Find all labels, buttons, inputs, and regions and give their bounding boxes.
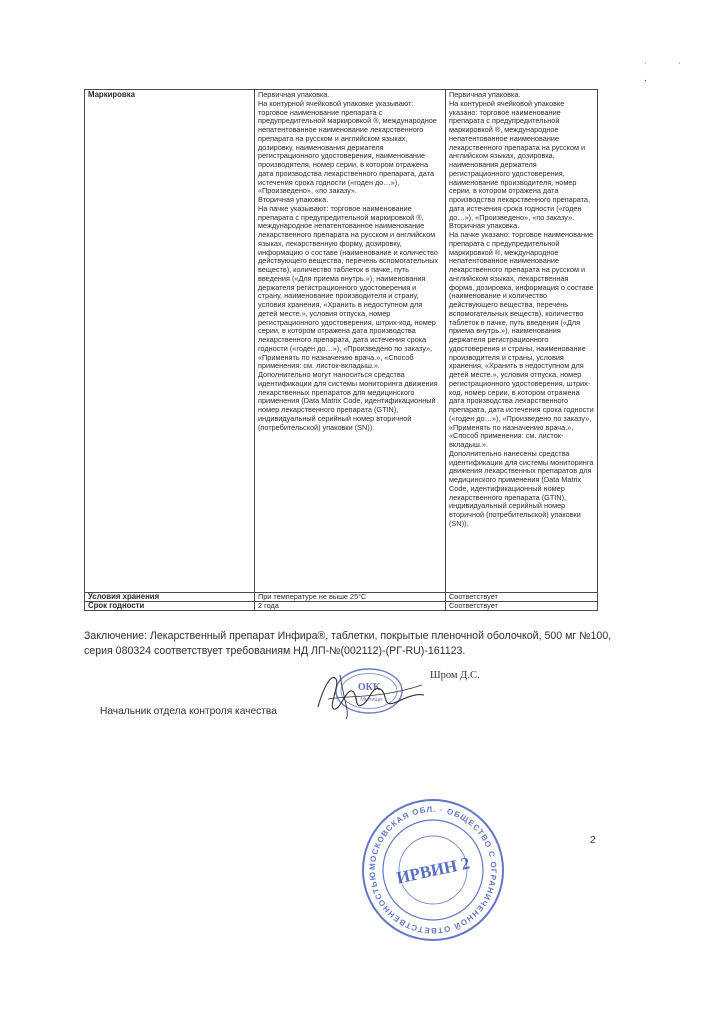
table-row <box>85 90 598 593</box>
result-cell: Соответствует <box>446 602 598 611</box>
seal-ring-text: МОСКОВСКАЯ ОБЛ. · ОБЩЕСТВО С ОГРАНИЧЕННОЙ ОТВЕТСТВЕННОСТЬЮ <box>367 804 499 936</box>
conclusion-text: Заключение: Лекарственный препарат Инфира®, таблетки, покрытые пленочной оболочкой, 500 мг №100, серия 080324 соответствует требованиям НД ЛП-№(002112)-(РГ-RU)-161123. <box>84 630 612 657</box>
parameter-cell: Условия хранения <box>85 593 255 602</box>
okk-stamp-label: ОКК <box>357 682 381 693</box>
company-round-seal <box>358 795 508 945</box>
signatory-title: Начальник отдела контроля качества <box>100 706 277 717</box>
requirement-cell <box>255 90 446 593</box>
handwritten-signature <box>310 655 430 725</box>
requirement-cell: При температуре не выше 25°С <box>255 593 446 602</box>
okk-stamp-sub: г. Мытищи <box>355 697 383 703</box>
signatory-name: Шром Д.С. <box>430 670 480 681</box>
requirement-cell: 2 года <box>255 602 446 611</box>
parameter-cell: Срок годности <box>85 602 255 611</box>
parameter-cell: Маркировка <box>85 90 255 593</box>
seal-center-text: ИРВИН 2 <box>394 853 472 888</box>
page-number: 2 <box>590 834 596 846</box>
result-cell: Соответствует <box>446 593 598 602</box>
result-cell <box>446 90 598 593</box>
specification-table <box>84 89 598 611</box>
requirement-text: Первичная упаковка. На контурной ячейковой упаковке указывают: торговое наименование препарата с предупредительной маркировкой ®, международное непатентованное наименование лекарственного препарата на русском и английском языках, дозировку, наименования держателя регистрационного удостоверения, наименование производителя, номер серии, в котором отражена дата производства лекарственного препарата, дата истечения срока годности («годен до…»), «Произведено», «по заказу». Вторичная упаковка. На пачке указывают: торговое наименование препарата с предупредительной маркировкой ®, международное непатентованное наименование лекарственного препарата на русском и английском языках, лекарственную форму, дозировку, информацию о составе (наименование и количество действующего вещества, перечень вспомогательных веществ), количество таблеток в пачке, путь введения («Для приема внутрь.»), наименования держателя регистрационного удостоверения и страну, наименование производителя и страну, условия хранения, «Хранить в недоступном для детей месте.», условия отпуска, номер регистрационного удостоверения, штрих-код, номер серии, в котором отражена дата производства лекарственного препарата, дата истечения срока годности («годен до…»), «Произведено по заказу», «Применять по назначению врача.», «Способ применения: см. листок-вкладыш.». Дополнительно могут наноситься средства идентификации для системы мониторинга движения лекарственных препаратов для медицинского применения (Data Matrix Code, идентификационный номер лекарственного препарата (GTIN), индивидуальный серийный номер вторичной (потребительской) упаковки (SN)). <box>258 90 439 432</box>
corner-marks: ˙ ˙ . <box>644 62 696 84</box>
table-row <box>85 602 598 611</box>
result-text: Первичная упаковка. На контурной ячейковой упаковке указано: торговое наименование препарата с предупредительной маркировкой ®, международное непатентованное наименование лекарственного препарата на русском и английском языках, дозировка, наименования держателя регистрационного удостоверения, наименование производителя, номер серии, в котором отражена дата производства лекарственного препарата, дата истечения срока годности («годен до…»), «Произведено», «по заказу». Вторичная упаковка. На пачке указано: торговое наименование препарата с предупредительной маркировкой ®, международное непатентованное наименование лекарственного препарата на русском и английском языках, лекарственная форма, дозировка, информация о составе (наименование и количество действующего вещества, перечень вспомогательных веществ), количество таблеток в пачке, путь введения («Для приема внутрь.»), наименования держателя регистрационного удостоверения и страны, наименование производителя и страны, условия хранения, «Хранить в недоступном для детей месте.», условия отпуска, номер регистрационного удостоверения, штрих-код, номер серии, в котором отражена дата производства лекарственного препарата, дата истечения срока годности («годен до…»), «Произведено по заказу», «Применять по назначению врача.», «Способ применения: см. листок-вкладыш.». Дополнительно нанесены средства идентификации для системы мониторинга движения лекарственных препаратов для медицинского применения (Data Matrix Code, идентификационный номер лекарственного препарата (GTIN), индивидуальный серийный номер вторичной (потребительской) упаковки (SN)). <box>449 90 594 528</box>
table-row <box>85 593 598 602</box>
